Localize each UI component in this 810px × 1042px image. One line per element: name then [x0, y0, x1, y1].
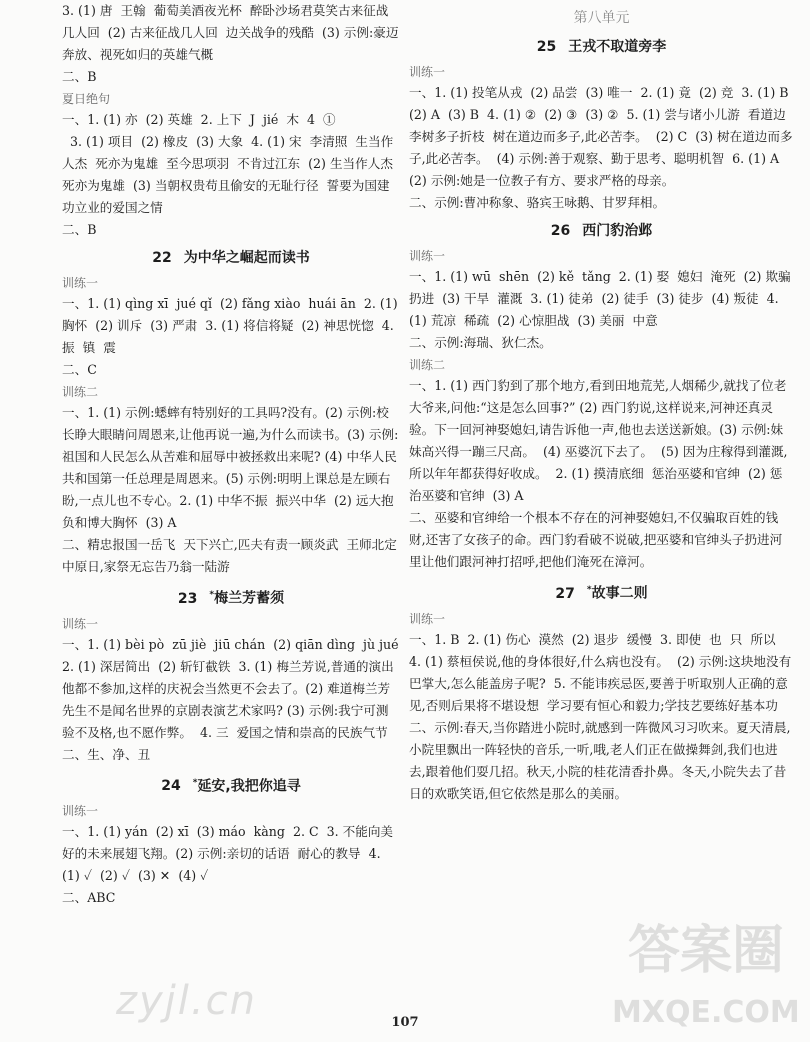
- lesson-title-text: 王戎不取道旁李: [568, 39, 667, 55]
- lesson-title-text: 为中华之崛起而读书: [183, 250, 310, 266]
- answer-paragraph: 3. (1) 项目 (2) 橡皮 (3) 大象 4. (1) 宋 李清照 生当作人杰 死亦为鬼雄 至今思项羽 不肯过江东 (2) 生当作人杰 死亦为鬼雄 (3) 当朝权贵苟且偷安的无耻行径 誓要为国建功立业的爱国之情: [62, 134, 401, 215]
- answer-paragraph: 二、巫婆和官绅给一个根本不存在的河神娶媳妇,不仅骗取百姓的钱财,还害了女孩子的命。西门豹看破不说破,把巫婆和官绅头子扔进河里让他们跟河神打招呼,把他们淹死在漳河。: [409, 510, 783, 569]
- answer-paragraph: 二、C: [62, 362, 97, 377]
- lesson-title: [62, 772, 400, 798]
- answer-paragraph: 一、1. B 2. (1) 伤心 漠然 (2) 退步 缓慢 3. 即使 也 只 所以 4. (1) 蔡桓侯说,他的身体很好,什么病也没有。 (2) 示例:这块地没有巴掌大,怎么能盖房子呢? 5. 不能讳疾忌医,要善于听取别人正确的意见,否则后果将不堪设想 学习要有恒心和毅力;学技艺要练好基本功: [409, 631, 792, 713]
- section-label: 训练一: [409, 249, 446, 263]
- section-label: 训练一: [62, 804, 99, 819]
- answer-paragraph: 二、精忠报国一岳飞 天下兴亡,匹夫有责一顾炎武 王师北定中原日,家祭无忘告乃翁一陆游: [62, 537, 397, 574]
- lesson-number: 25: [536, 39, 557, 55]
- lesson-title: [409, 36, 794, 58]
- section-label: 训练一: [409, 611, 446, 626]
- lesson-number: 23: [177, 590, 198, 607]
- answer-paragraph: 一、1. (1) 亦 (2) 英雄 2. 上下 J jié 木 4 ①: [62, 112, 336, 127]
- answer-paragraph: 一、1. (1) 投笔从戎 (2) 品尝 (3) 唯一 2. (1) 竟 (2) 竞 3. (1) B (2) A (3) B 4. (1) ② (2) ③ (3) ② 5. (1) 尝与诸小儿游 看道边李树多子折枝 树在道边而多子,此必苦李。 (2) C (3) 树在道边而多子,此必苦李。 (4) 示例:善于观察、勤于思考、聪明机智 6. (1) A (2) 示例:她是一位教子有方、要求严格的母亲。: [409, 85, 797, 188]
- section-label: 训练一: [62, 616, 99, 631]
- optional-lesson-mark: *: [192, 777, 198, 788]
- lesson-title: [409, 220, 794, 242]
- answer-paragraph: 二、生、净、丑: [62, 746, 151, 762]
- watermark-left: zyjl.cn: [116, 978, 257, 1024]
- section-label: 训练一: [409, 65, 446, 79]
- answer-paragraph: 一、1. (1) bèi pò zū jiè jiū chán (2) qiān dìng jù jué 2. (1) 深居简出 (2) 斩钉截铁 3. (1) 梅兰芳说,普通的演出他都不参加,这样的庆祝会当然更不会去了。(2) 难道梅兰芳先生不是闻名世界的京剧表演艺术家吗? (3) 示例:我宁可测验不及格,也不愿作弊。 4. 三 爱国之情和崇高的民族气节: [62, 636, 407, 740]
- unit-title: 第八单元: [573, 10, 630, 26]
- answer-paragraph: 一、1. (1) 示例:蟋蟀有特别好的工具吗?没有。(2) 示例:校长睁大眼睛问周恩来,让他再说一遍,为什么而读书。(3) 示例:祖国和人民怎么从苦难和屈辱中被拯救出来呢? (4) 中华人民共和国第一任总理是周恩来。(5) 示例:明明上课总是左顾右盼,一点儿也不专心。2. (1) 中华不振 振兴中华 (2) 远大抱负和博大胸怀 (3) A: [62, 405, 399, 530]
- answer-paragraph: 二、示例:曹冲称象、骆宾王咏鹅、甘罗拜相。: [409, 195, 666, 210]
- answer-paragraph: 二、ABC: [62, 890, 116, 906]
- right-column: [409, 0, 799, 805]
- optional-lesson-mark: *: [209, 590, 215, 600]
- lesson-title-text: 梅兰芳蓄须: [214, 590, 285, 607]
- lesson-title-text: 西门豹治邺: [582, 223, 653, 239]
- page-number: 107: [391, 1015, 419, 1030]
- answer-paragraph: 二、示例:海瑞、狄仁杰。: [409, 335, 552, 350]
- optional-lesson-mark: *: [586, 585, 592, 595]
- section-label: 训练二: [62, 385, 99, 399]
- lesson-title: [62, 584, 400, 610]
- section-label: 训练二: [409, 358, 446, 372]
- lesson-number: 27: [555, 585, 575, 602]
- watermark-right: MXQE.COM: [612, 995, 800, 1030]
- section-label: 训练一: [62, 276, 99, 290]
- lesson-number: 22: [152, 250, 172, 266]
- answer-paragraph: 二、B: [62, 69, 97, 84]
- answer-paragraph: 一、1. (1) qìng xī jué qǐ (2) fǎng xiào huái ān 2. (1) 胸怀 (2) 训斥 (3) 严肃 3. (1) 将信将疑 (2) 神思恍惚 4. 振 镇 震: [62, 296, 402, 355]
- lesson-title: [409, 579, 794, 605]
- lesson-title: [62, 247, 400, 269]
- section-label: 夏日绝句: [62, 92, 111, 106]
- lesson-number: 24: [161, 778, 181, 795]
- answer-paragraph: 二、示例:春天,当你踏进小院时,就感到一阵微风习习吹来。夏天清晨,小院里飘出一阵轻快的音乐,一听,哦,老人们正在做操舞剑,我们也进去,跟着他们耍几招。秋天,小院的桂花清香扑鼻。冬天,小院失去了昔日的欢歌笑语,但它依然是那么的美丽。: [409, 719, 791, 801]
- lesson-number: 26: [550, 223, 571, 239]
- answer-paragraph: 二、B: [62, 222, 97, 237]
- lesson-title-text: 延安,我把你追寻: [197, 778, 301, 795]
- answer-paragraph: 一、1. (1) 西门豹到了那个地方,看到田地荒芜,人烟稀少,就找了位老大爷来,问他:“这是怎么回事?” (2) 西门豹说,这样说来,河神还真灵验。下一回河神娶媳妇,请告诉他一声,他也去送送新娘。(3) 示例:妹妹高兴得一蹦三尺高。 (4) 巫婆沉下去了。 (5) 因为庄稼得到灌溉,所以年年都获得好收成。 2. (1) 摸清底细 惩治巫婆和官绅 (2) 惩治巫婆和官绅 (3) A: [409, 378, 788, 503]
- answer-paragraph: 一、1. (1) yán (2) xī (3) máo kàng 2. C 3. 不能向美好的未来展翅飞翔。(2) 示例:亲切的话语 耐心的教导 4. (1) ✓ (2) ✓ (3) ✕ (4) ✓: [62, 824, 394, 884]
- watermark-logo: 答案圈: [628, 921, 785, 981]
- lesson-title-text: 故事二则: [591, 585, 648, 602]
- answer-paragraph: 一、1. (1) wū shēn (2) kě tǎng 2. (1) 娶 媳妇 淹死 (2) 欺骗 扔进 (3) 干旱 灌溉 3. (1) 徒弟 (2) 徒手 (3) 徒步 (4) 叛徒 4. (1) 荒凉 稀疏 (2) 心惊胆战 (3) 美丽 中意: [409, 269, 799, 328]
- answer-paragraph: 3. (1) 唐 王翰 葡萄美酒夜光杯 醉卧沙场君莫笑古来征战几人回 (2) 古来征战几人回 边关战争的残酷 (3) 示例:豪迈奔放、视死如归的英雄气概: [62, 3, 399, 62]
- left-column: [62, 0, 407, 909]
